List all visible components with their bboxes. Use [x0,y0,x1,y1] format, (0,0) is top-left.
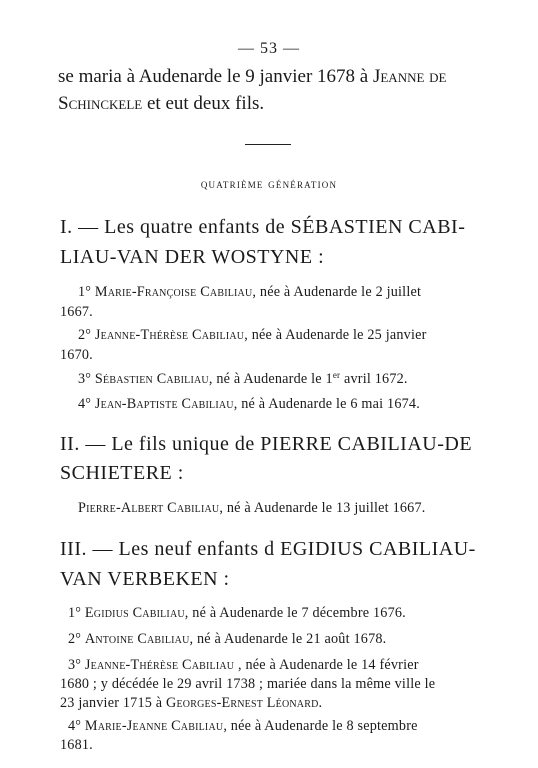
section-divider [245,144,291,145]
person-name: Marie-Françoise Cabiliau [94,284,253,300]
entry-text: , né à Audenarde le 13 juillet 1667. [219,500,426,516]
page-number: — 53 — [238,40,300,57]
person-name: Jean-Baptiste Cabiliau [94,396,234,412]
entry-text: , née à Audenarde le 2 juillet [252,284,422,300]
list-item [78,284,421,301]
list-item [78,370,408,388]
person-name: Schinckele [58,93,143,114]
list-item [78,327,427,344]
person-name: Jeanne-Thérèse Cabiliau [84,657,235,673]
person-name: Marie-Jeanne Cabiliau [84,718,224,734]
entry-text: , née à Audenarde le 14 février [234,657,419,673]
section-3-heading-line-1: III. — Les neuf enfants d EGIDIUS CABILIAU- [60,538,476,560]
list-item [68,718,418,735]
entry-number: 2° [78,327,92,343]
list-item [68,657,419,674]
person-name: Egidius Cabiliau [84,605,185,621]
section-1-heading-line-2: LIAU-VAN DER WOSTYNE : [60,246,325,268]
entry-number: 1° [68,605,82,621]
person-name: Georges-Ernest Léonard [166,695,319,711]
person-name: Sébastien Cabiliau [94,371,209,387]
list-item-continuation [60,695,322,712]
person-name: Jeanne-Thérèse Cabiliau [94,327,245,343]
entry-text: avril 1672. [340,371,408,387]
person-name: Jeanne de [372,66,447,87]
entry-number: 4° [68,718,82,734]
intro-text: et eut deux fils. [142,93,265,114]
list-item [68,605,406,622]
entry-text: , née à Audenarde le 25 janvier [244,327,427,343]
section-3-heading-line-2: VAN VERBEKEN : [60,568,230,590]
list-item-continuation: 1670. [60,347,93,363]
entry-number: 1° [78,284,92,300]
entry-text: , né à Audenarde le 7 décembre 1676. [184,605,406,621]
entry-text: 23 janvier 1715 à [60,695,167,711]
entry-number: 4° [78,396,92,412]
list-item [78,396,420,413]
entry-number: 3° [78,371,92,387]
list-item [68,631,386,648]
intro-text: se maria à Audenarde le 9 janvier 1678 à [58,66,373,87]
list-item-continuation: 1680 ; y décédée le 29 avril 1738 ; mariée dans la même ville le [60,676,436,692]
entry-number: 3° [68,657,82,673]
entry-text: . [318,695,323,711]
section-2-heading-line-2: SCHIETERE : [60,462,184,484]
list-item-continuation: 1667. [60,304,93,320]
entry-text: , née à Audenarde le 8 septembre [223,718,418,734]
person-name: Pierre-Albert Cabiliau [78,500,220,516]
section-2-heading-line-1: II. — Le fils unique de PIERRE CABILIAU-DE [60,433,473,455]
entry-text: , né à Audenarde le 21 août 1678. [189,631,387,647]
list-item-continuation: 1681. [60,737,93,753]
section-1-heading-line-1: I. — Les quatre enfants de SÉBASTIEN CABI- [60,216,466,238]
list-item [78,500,426,517]
entry-text: , né à Audenarde le 1 [208,371,333,387]
superscript: er [332,370,341,380]
entry-text: , né à Audenarde le 6 mai 1674. [233,396,420,412]
generation-title: quatrième génération [200,176,338,191]
person-name: Antoine Cabiliau [84,631,190,647]
intro-line-2 [58,93,264,115]
entry-number: 2° [68,631,82,647]
intro-line-1 [58,66,447,88]
